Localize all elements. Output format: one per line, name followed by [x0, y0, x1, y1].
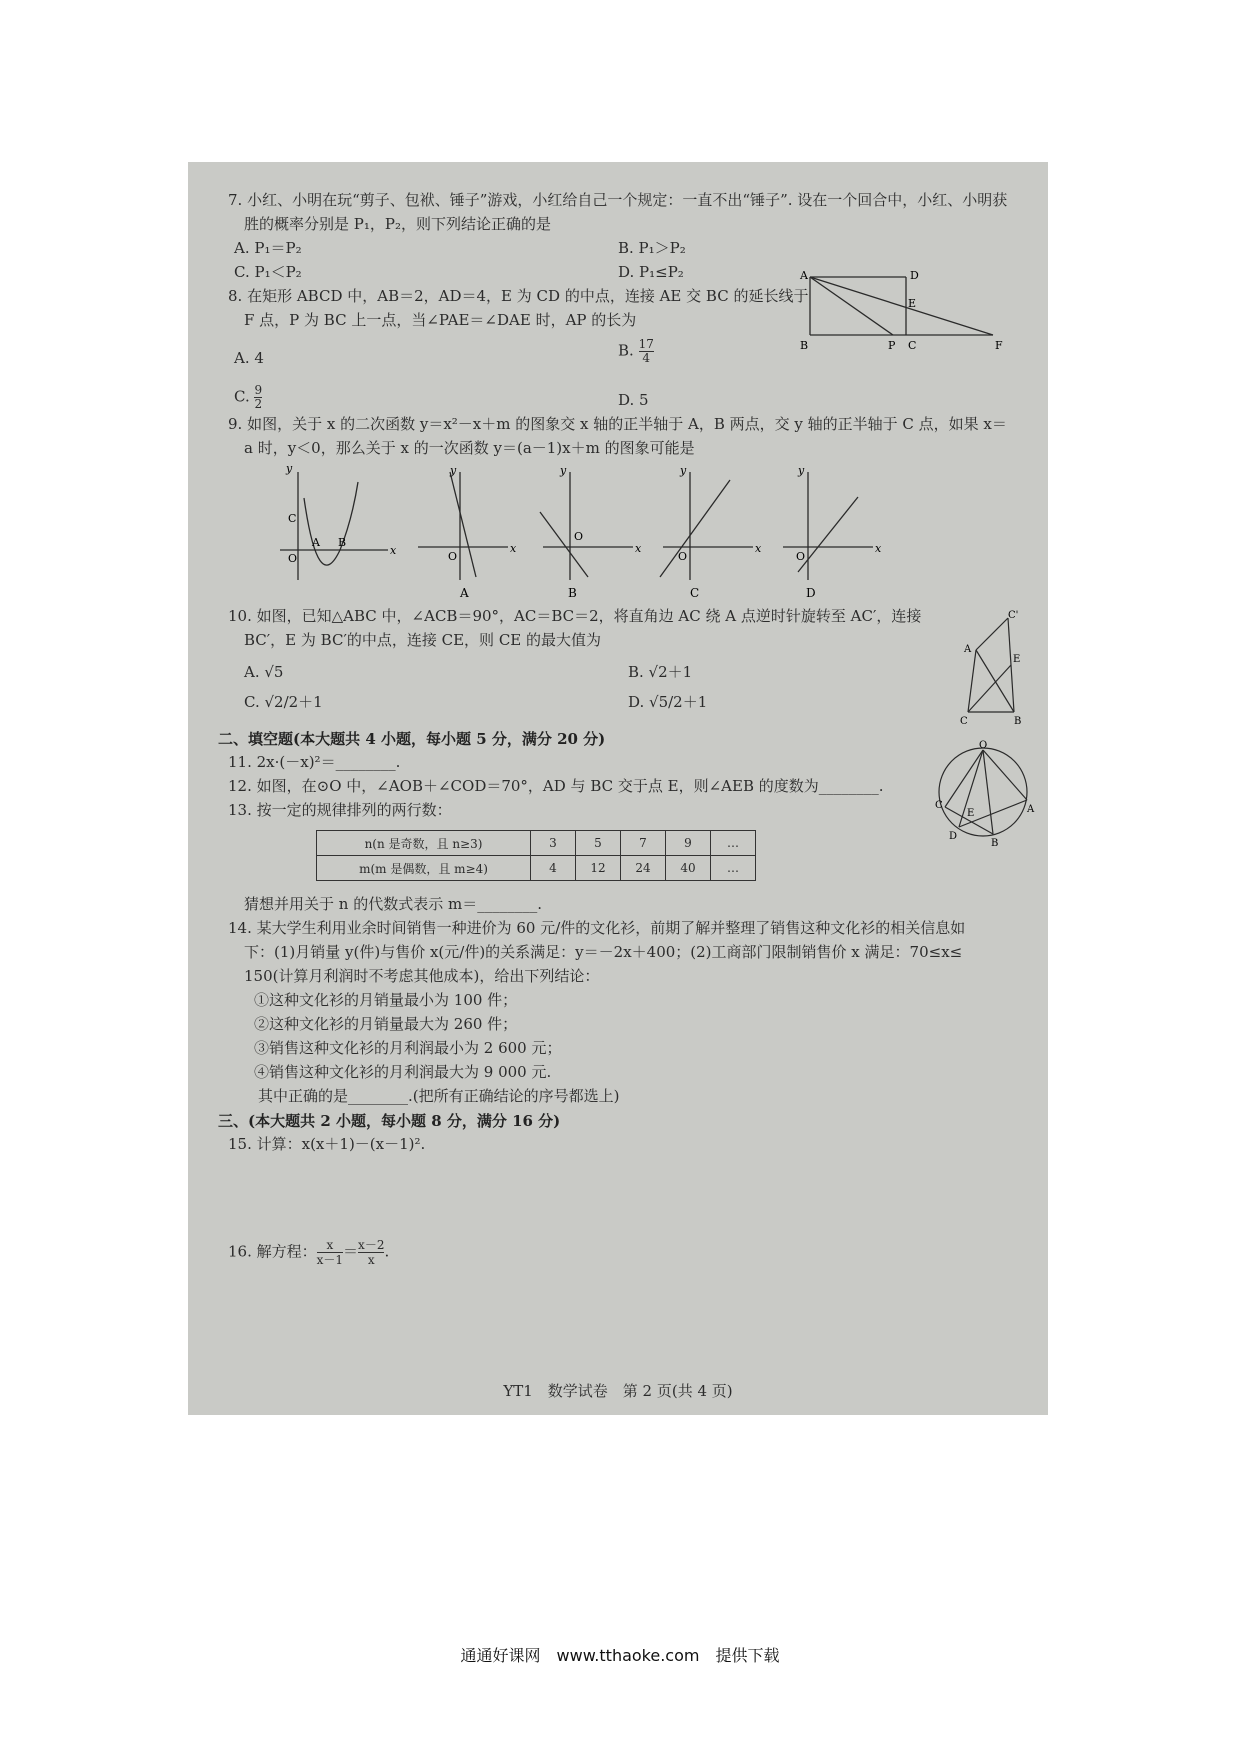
svg-text:y: y [450, 464, 457, 477]
svg-text:E: E [1013, 654, 1021, 665]
svg-text:A: A [800, 269, 808, 282]
q10-option-b: B. √2＋1 [628, 663, 693, 681]
q14-line3: 150(计算月利润时不考虑其他成本)，给出下列结论： [244, 967, 600, 985]
q14-item-3: ③销售这种文化衫的月利润最小为 2 600 元； [254, 1039, 562, 1057]
q9-line1: 9. 如图，关于 x 的二次函数 y＝x²－x＋m 的图象交 x 轴的正半轴于 A，B 两点，交 y 轴的正半轴于 C 点，如果 x＝ [228, 415, 1007, 433]
svg-text:x: x [635, 542, 642, 555]
table-row [317, 831, 756, 856]
q14-item-2: ②这种文化衫的月销量最大为 260 件； [254, 1015, 518, 1033]
svg-text:D: D [949, 831, 958, 842]
svg-text:x: x [510, 542, 517, 555]
table-cell: 3 [531, 831, 576, 856]
svg-text:C: C [935, 800, 943, 811]
q16-rhs-denominator: x [367, 1253, 375, 1267]
q7-line1: 7. 小红、小明在玩“剪子、包袱、锤子”游戏，小红给自己一个规定：一直不出“锤子”. 设在一个回合中，小红、小明获 [228, 191, 1008, 209]
q9-graphs [278, 462, 998, 600]
q14-item-1: ①这种文化衫的月销量最小为 100 件； [254, 991, 518, 1009]
svg-text:E: E [967, 808, 975, 819]
svg-text:B: B [1014, 716, 1022, 727]
q11: 11. 2x·(－x)²＝________. [228, 753, 401, 771]
svg-text:A: A [1027, 804, 1035, 815]
svg-text:O: O [448, 550, 458, 563]
svg-text:O: O [574, 530, 584, 543]
table-cell: 5 [576, 831, 621, 856]
svg-text:O: O [979, 740, 988, 751]
page-footer: YT1 数学试卷 第 2 页(共 4 页) [503, 1382, 733, 1400]
q8-line2: F 点，P 为 BC 上一点，当∠PAE＝∠DAE 时，AP 的长为 [244, 311, 637, 329]
svg-text:y: y [798, 464, 805, 477]
q10-option-c: C. √2/2＋1 [244, 693, 323, 711]
q16-rhs-numerator: x－2 [358, 1238, 385, 1252]
svg-text:C': C' [1008, 610, 1019, 621]
table-cell: … [711, 831, 756, 856]
q16-lhs-numerator: x [317, 1238, 343, 1253]
q7-option-b: B. P₁＞P₂ [618, 239, 686, 257]
q7-option-c: C. P₁＜P₂ [234, 263, 302, 281]
q9-graph-label-b: B [568, 586, 577, 600]
svg-text:O: O [796, 550, 806, 563]
section-2-title: 二、填空题(本大题共 4 小题，每小题 5 分，满分 20 分) [218, 730, 606, 748]
svg-text:B: B [991, 838, 999, 849]
table-cell: 9 [666, 831, 711, 856]
q10-line2: BC′，E 为 BC′的中点，连接 CE，则 CE 的最大值为 [244, 631, 602, 649]
q12-circle-figure [923, 742, 1035, 852]
q10-line1: 10. 如图，已知△ABC 中，∠ACB＝90°，AC＝BC＝2，将直角边 AC 绕 A 点逆时针旋转至 AC′，连接 [228, 607, 922, 625]
q14-line4: 其中正确的是________.(把所有正确结论的序号都选上) [258, 1087, 620, 1105]
q8-line1: 8. 在矩形 ABCD 中，AB＝2，AD＝4，E 为 CD 的中点，连接 AE 交 BC 的延长线于 [228, 287, 809, 305]
q14-line1: 14. 某大学生利用业余时间销售一种进价为 60 元/件的文化衫，前期了解并整理了销售这种文化衫的相关信息如 [228, 919, 966, 937]
table-cell: 7 [621, 831, 666, 856]
exam-page [188, 162, 1048, 1415]
q9-graph-label-d: D [806, 586, 816, 600]
q8-option-a: A. 4 [234, 349, 264, 367]
q10-option-a: A. √5 [244, 663, 284, 681]
svg-text:E: E [908, 297, 917, 310]
svg-text:P: P [888, 339, 896, 352]
q14-line2: 下：(1)月销量 y(件)与售价 x(元/件)的关系满足：y＝－2x＋400；(2)工商部门限制销售价 x 满足：70≤x≤ [244, 943, 963, 961]
q10-triangle-figure [958, 610, 1028, 728]
svg-text:C: C [908, 339, 917, 352]
q8-option-b: B. $\frac{17}{4}$ [618, 337, 654, 365]
svg-text:A: A [964, 644, 972, 655]
svg-text:y: y [560, 464, 567, 477]
q13-line1: 13. 按一定的规律排列的两行数： [228, 801, 452, 819]
svg-text:O: O [678, 550, 688, 563]
svg-text:y: y [680, 464, 687, 477]
q8-option-d: D. 5 [618, 391, 649, 409]
q9-graph-label-a: A [460, 586, 469, 600]
q9-graph-label-c: C [690, 586, 700, 600]
q16-label: 16. 解方程： [228, 1242, 317, 1261]
table-row [317, 856, 756, 881]
svg-text:D: D [910, 269, 919, 282]
site-credit: 通通好课网 www.tthaoke.com 提供下载 [460, 1646, 780, 1665]
svg-text:x: x [755, 542, 762, 555]
q7-line2: 胜的概率分别是 P₁，P₂，则下列结论正确的是 [244, 215, 551, 233]
table-cell: 40 [666, 856, 711, 881]
table-cell: 24 [621, 856, 666, 881]
q7-option-d: D. P₁≤P₂ [618, 263, 684, 281]
svg-text:A: A [312, 536, 320, 549]
q13-line2: 猜想并用关于 n 的代数式表示 m＝________. [244, 895, 542, 913]
svg-text:O: O [288, 552, 298, 565]
q7-option-a: A. P₁＝P₂ [234, 239, 302, 257]
q12: 12. 如图，在⊙O 中，∠AOB＋∠COD＝70°，AD 与 BC 交于点 E，则∠AEB 的度数为________. [228, 777, 884, 795]
q16-lhs-denominator: x－1 [316, 1253, 344, 1267]
table-row-head: n(n 是奇数，且 n≥3) [317, 831, 531, 856]
section-3-title: 三、(本大题共 2 小题，每小题 8 分，满分 16 分) [218, 1112, 561, 1130]
q8-option-c: C. $\frac{9}{2}$ [234, 383, 263, 411]
q8-rectangle-figure [798, 267, 1008, 357]
table-row-head: m(m 是偶数，且 m≥4) [317, 856, 531, 881]
svg-text:C: C [288, 512, 297, 525]
svg-text:x: x [390, 544, 397, 557]
svg-text:F: F [995, 339, 1003, 352]
q15: 15. 计算：x(x＋1)－(x－1)². [228, 1135, 426, 1153]
svg-text:B: B [800, 339, 809, 352]
q13-sequence-table [316, 830, 756, 881]
svg-text:y: y [286, 462, 293, 475]
q16: 16. 解方程： $\frac{x}{x-1}$ ＝ $\frac{x-2}{x}$ . [228, 1238, 390, 1267]
q9-line2: a 时，y＜0，那么关于 x 的一次函数 y＝(a－1)x＋m 的图象可能是 [244, 439, 695, 457]
svg-text:x: x [875, 542, 882, 555]
q14-item-4: ④销售这种文化衫的月利润最大为 9 000 元. [254, 1063, 552, 1081]
q10-option-d: D. √5/2＋1 [628, 693, 708, 711]
svg-text:B: B [338, 536, 347, 549]
table-cell: 4 [531, 856, 576, 881]
svg-text:C: C [960, 716, 968, 727]
table-cell: … [711, 856, 756, 881]
table-cell: 12 [576, 856, 621, 881]
